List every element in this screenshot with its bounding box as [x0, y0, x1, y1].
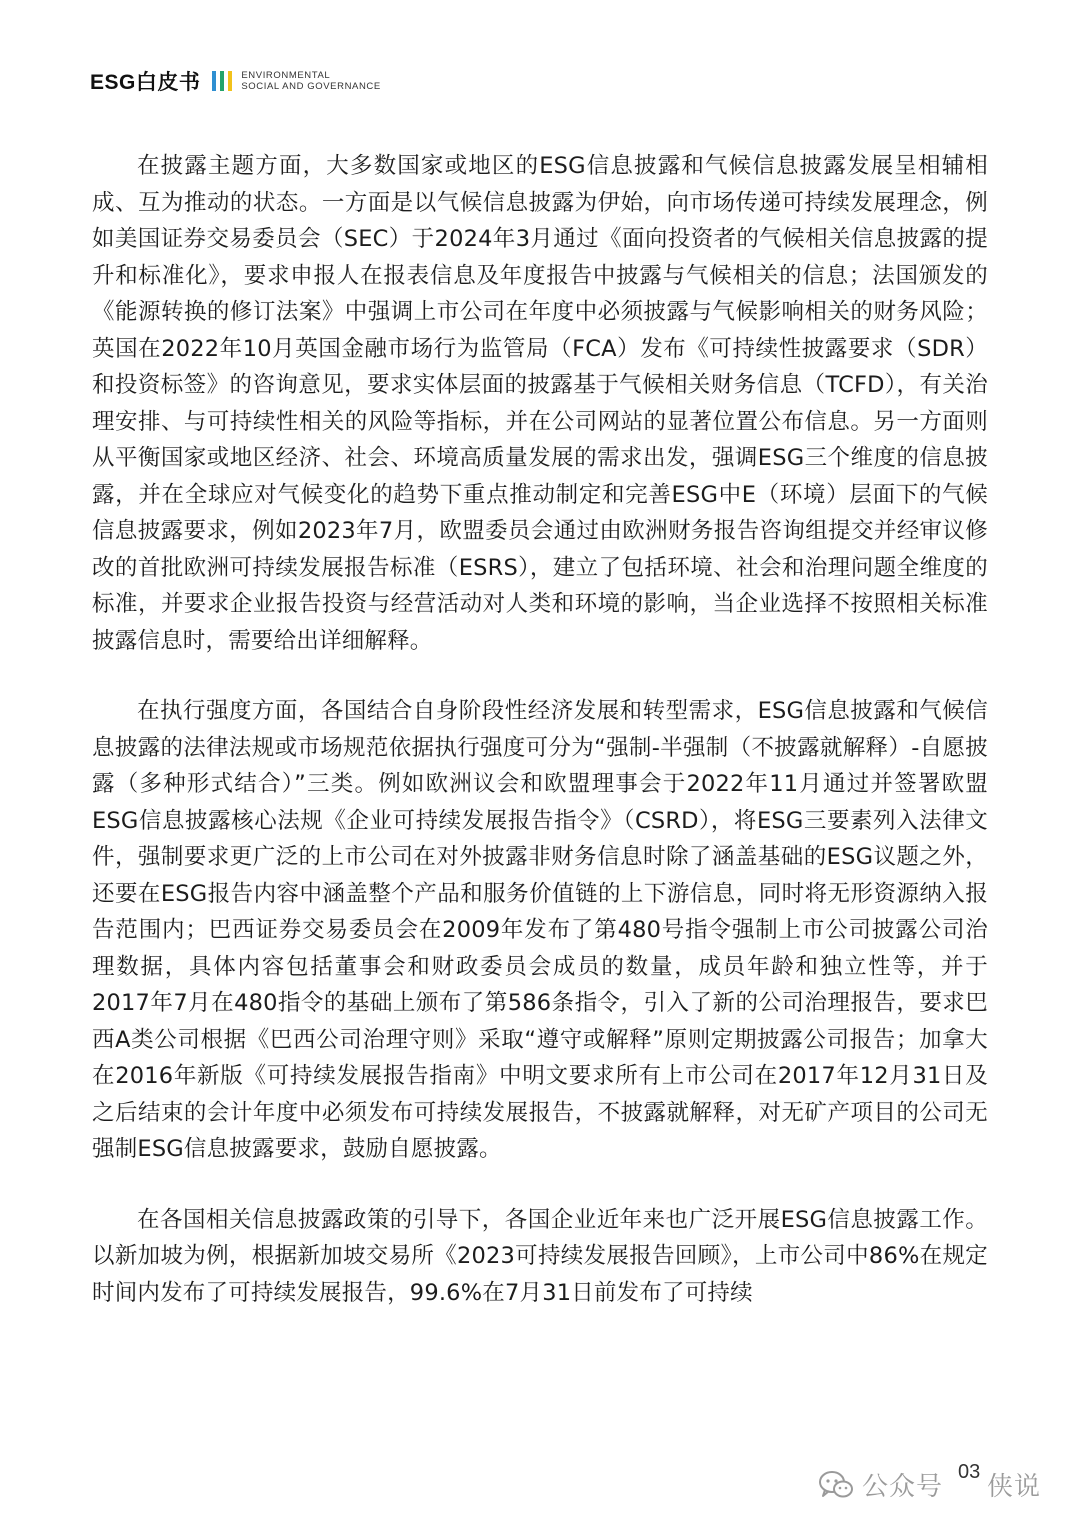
- brand-tagline: [241, 70, 380, 92]
- brand-bar-yellow: [228, 71, 232, 91]
- document-header: [90, 64, 381, 98]
- brand-color-bars: [212, 71, 232, 91]
- paragraph-disclosure-topics: 在披露主题方面，大多数国家或地区的ESG信息披露和气候信息披露发展呈相辅相成、互为推动的状态。一方面是以气候信息披露为伊始，向市场传递可持续发展理念，例如美国证券交易委员会（SEC）于2024年3月通过《面向投资者的气候相关信息披露的提升和标准化》，要求申报人在报表信息及年度报告中披露与气候相关的信息；法国颁发的《能源转换的修订法案》中强调上市公司在年度中必须披露与气候影响相关的财务风险；英国在2022年10月英国金融市场行为监管局（FCA）发布《可持续性披露要求（SDR）和投资标签》的咨询意见，要求实体层面的披露基于气候相关财务信息（TCFD），有关治理安排、与可持续性相关的风险等指标，并在公司网站的显著位置公布信息。另一方面则从平衡国家或地区经济、社会、环境高质量发展的需求出发，强调ESG三个维度的信息披露，并在全球应对气候变化的趋势下重点推动制定和完善ESG中E（环境）层面下的气候信息披露要求，例如2023年7月，欧盟委员会通过由欧洲财务报告咨询组提交并经审议修改的首批欧洲可持续发展报告标准（ESRS），建立了包括环境、社会和治理问题全维度的标准，并要求企业报告投资与经营活动对人类和环境的影响，当企业选择不按照相关标准披露信息时，需要给出详细解释。: [92, 153, 988, 654]
- watermark-label: 公众号: [862, 1472, 944, 1502]
- paragraph-enforcement-intensity: 在执行强度方面，各国结合自身阶段性经济发展和转型需求，ESG信息披露和气候信息披露的法律法规或市场规范依据执行强度可分为“强制-半强制（不披露就解释）-自愿披露（多种形式结合）”三类。例如欧洲议会和欧盟理事会于2022年11月通过并签署欧盟ESG信息披露核心法规《企业可持续发展报告指令》（CSRD），将ESG三要素列入法律文件，强制要求更广泛的上市公司在对外披露非财务信息时除了涵盖基础的ESG议题之外，还要在ESG报告内容中涵盖整个产品和服务价值链的上下游信息，同时将无形资源纳入报告范围内；巴西证券交易委员会在2009年发布了第480号指令强制上市公司披露公司治理数据，具体内容包括董事会和财政委员会成员的数量，成员年龄和独立性等，并于2017年7月在480指令的基础上颁布了第586条指令，引入了新的公司治理报告，要求巴西A类公司根据《巴西公司治理守则》采取“遵守或解释”原则定期披露公司报告；加拿大在2016年新版《可持续发展报告指南》中明文要求所有上市公司在2017年12月31日及之后结束的会计年度中必须发布可持续发展报告，不披露就解释，对无矿产项目的公司无强制ESG信息披露要求，鼓励自愿披露。: [92, 698, 988, 1162]
- tagline-line-1: ENVIRONMENTAL: [241, 70, 331, 81]
- brand-bar-blue: [212, 71, 216, 91]
- page-number: 03: [958, 1461, 981, 1483]
- wechat-icon: [818, 1470, 854, 1500]
- paragraph-corporate-practice: 在各国相关信息披露政策的引导下，各国企业近年来也广泛开展ESG信息披露工作。以新加坡为例，根据新加坡交易所《2023可持续发展报告回顾》，上市公司中86%在规定时间内发布了可持续发展报告，99.6%在7月31日前发布了可持续: [92, 1206, 988, 1306]
- tagline-line-2: SOCIAL AND GOVERNANCE: [241, 81, 381, 92]
- body-text: [92, 148, 988, 1345]
- watermark: [818, 1466, 1041, 1503]
- brand-bar-green: [220, 71, 224, 91]
- watermark-account-name: 侠说: [987, 1472, 1042, 1502]
- brand-title: ESG白皮书: [90, 71, 201, 94]
